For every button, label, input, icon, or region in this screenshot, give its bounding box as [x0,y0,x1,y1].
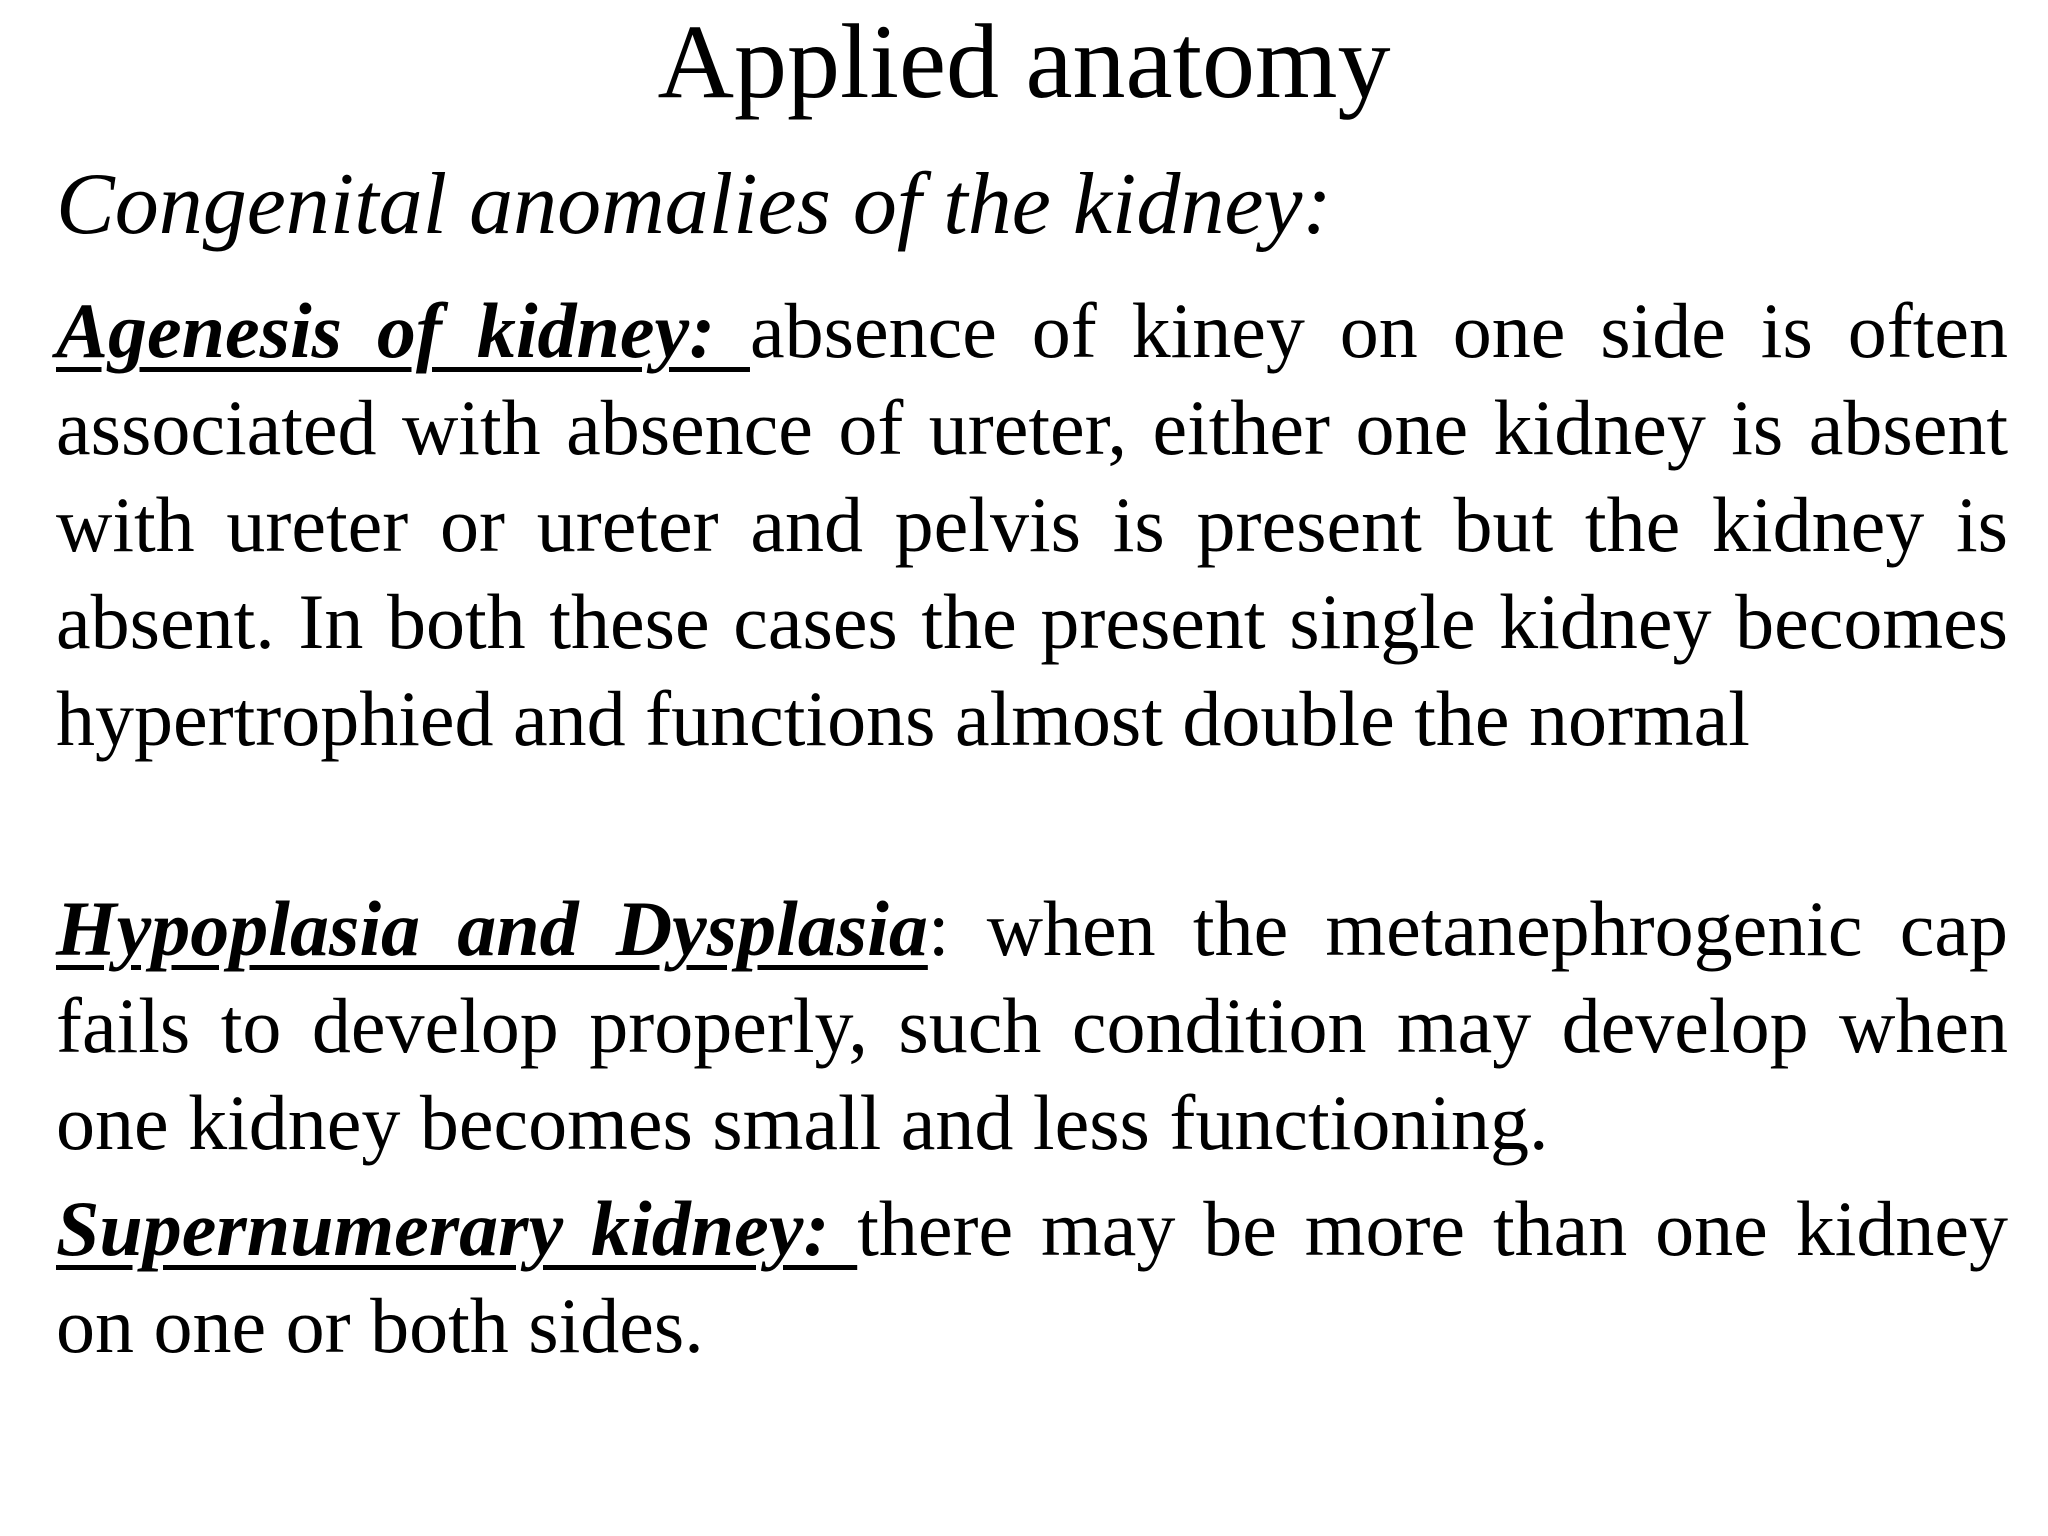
paragraph-agenesis [56,282,2008,767]
term-hypoplasia: Hypoplasia and Dysplasia [56,885,928,972]
text-agenesis: absence of kiney on one side is often associated with absence of ureter, either one kidney is absent with ureter or ureter and pelvis is present but the kidney is absent. In both these cases the present single kidney becomes hypertrophied and functions almost double the normal [56,287,2008,762]
paragraph-supernumerary [56,1180,2008,1374]
slide-title: Applied anatomy [657,3,1391,120]
slide-subtitle: Congenital anomalies of the kidney: [56,156,1332,253]
text-supernumerary: there may be more than one kidney on one or both sides. [56,1185,2008,1369]
paragraph-hypoplasia [56,880,2008,1171]
text-hypoplasia: : when the metanephrogenic cap fails to develop properly, such condition may develop when one kidney becomes small and less functioning. [56,885,2008,1166]
term-agenesis: Agenesis of kidney: [56,287,750,374]
term-supernumerary: Supernumerary kidney: [56,1185,858,1272]
